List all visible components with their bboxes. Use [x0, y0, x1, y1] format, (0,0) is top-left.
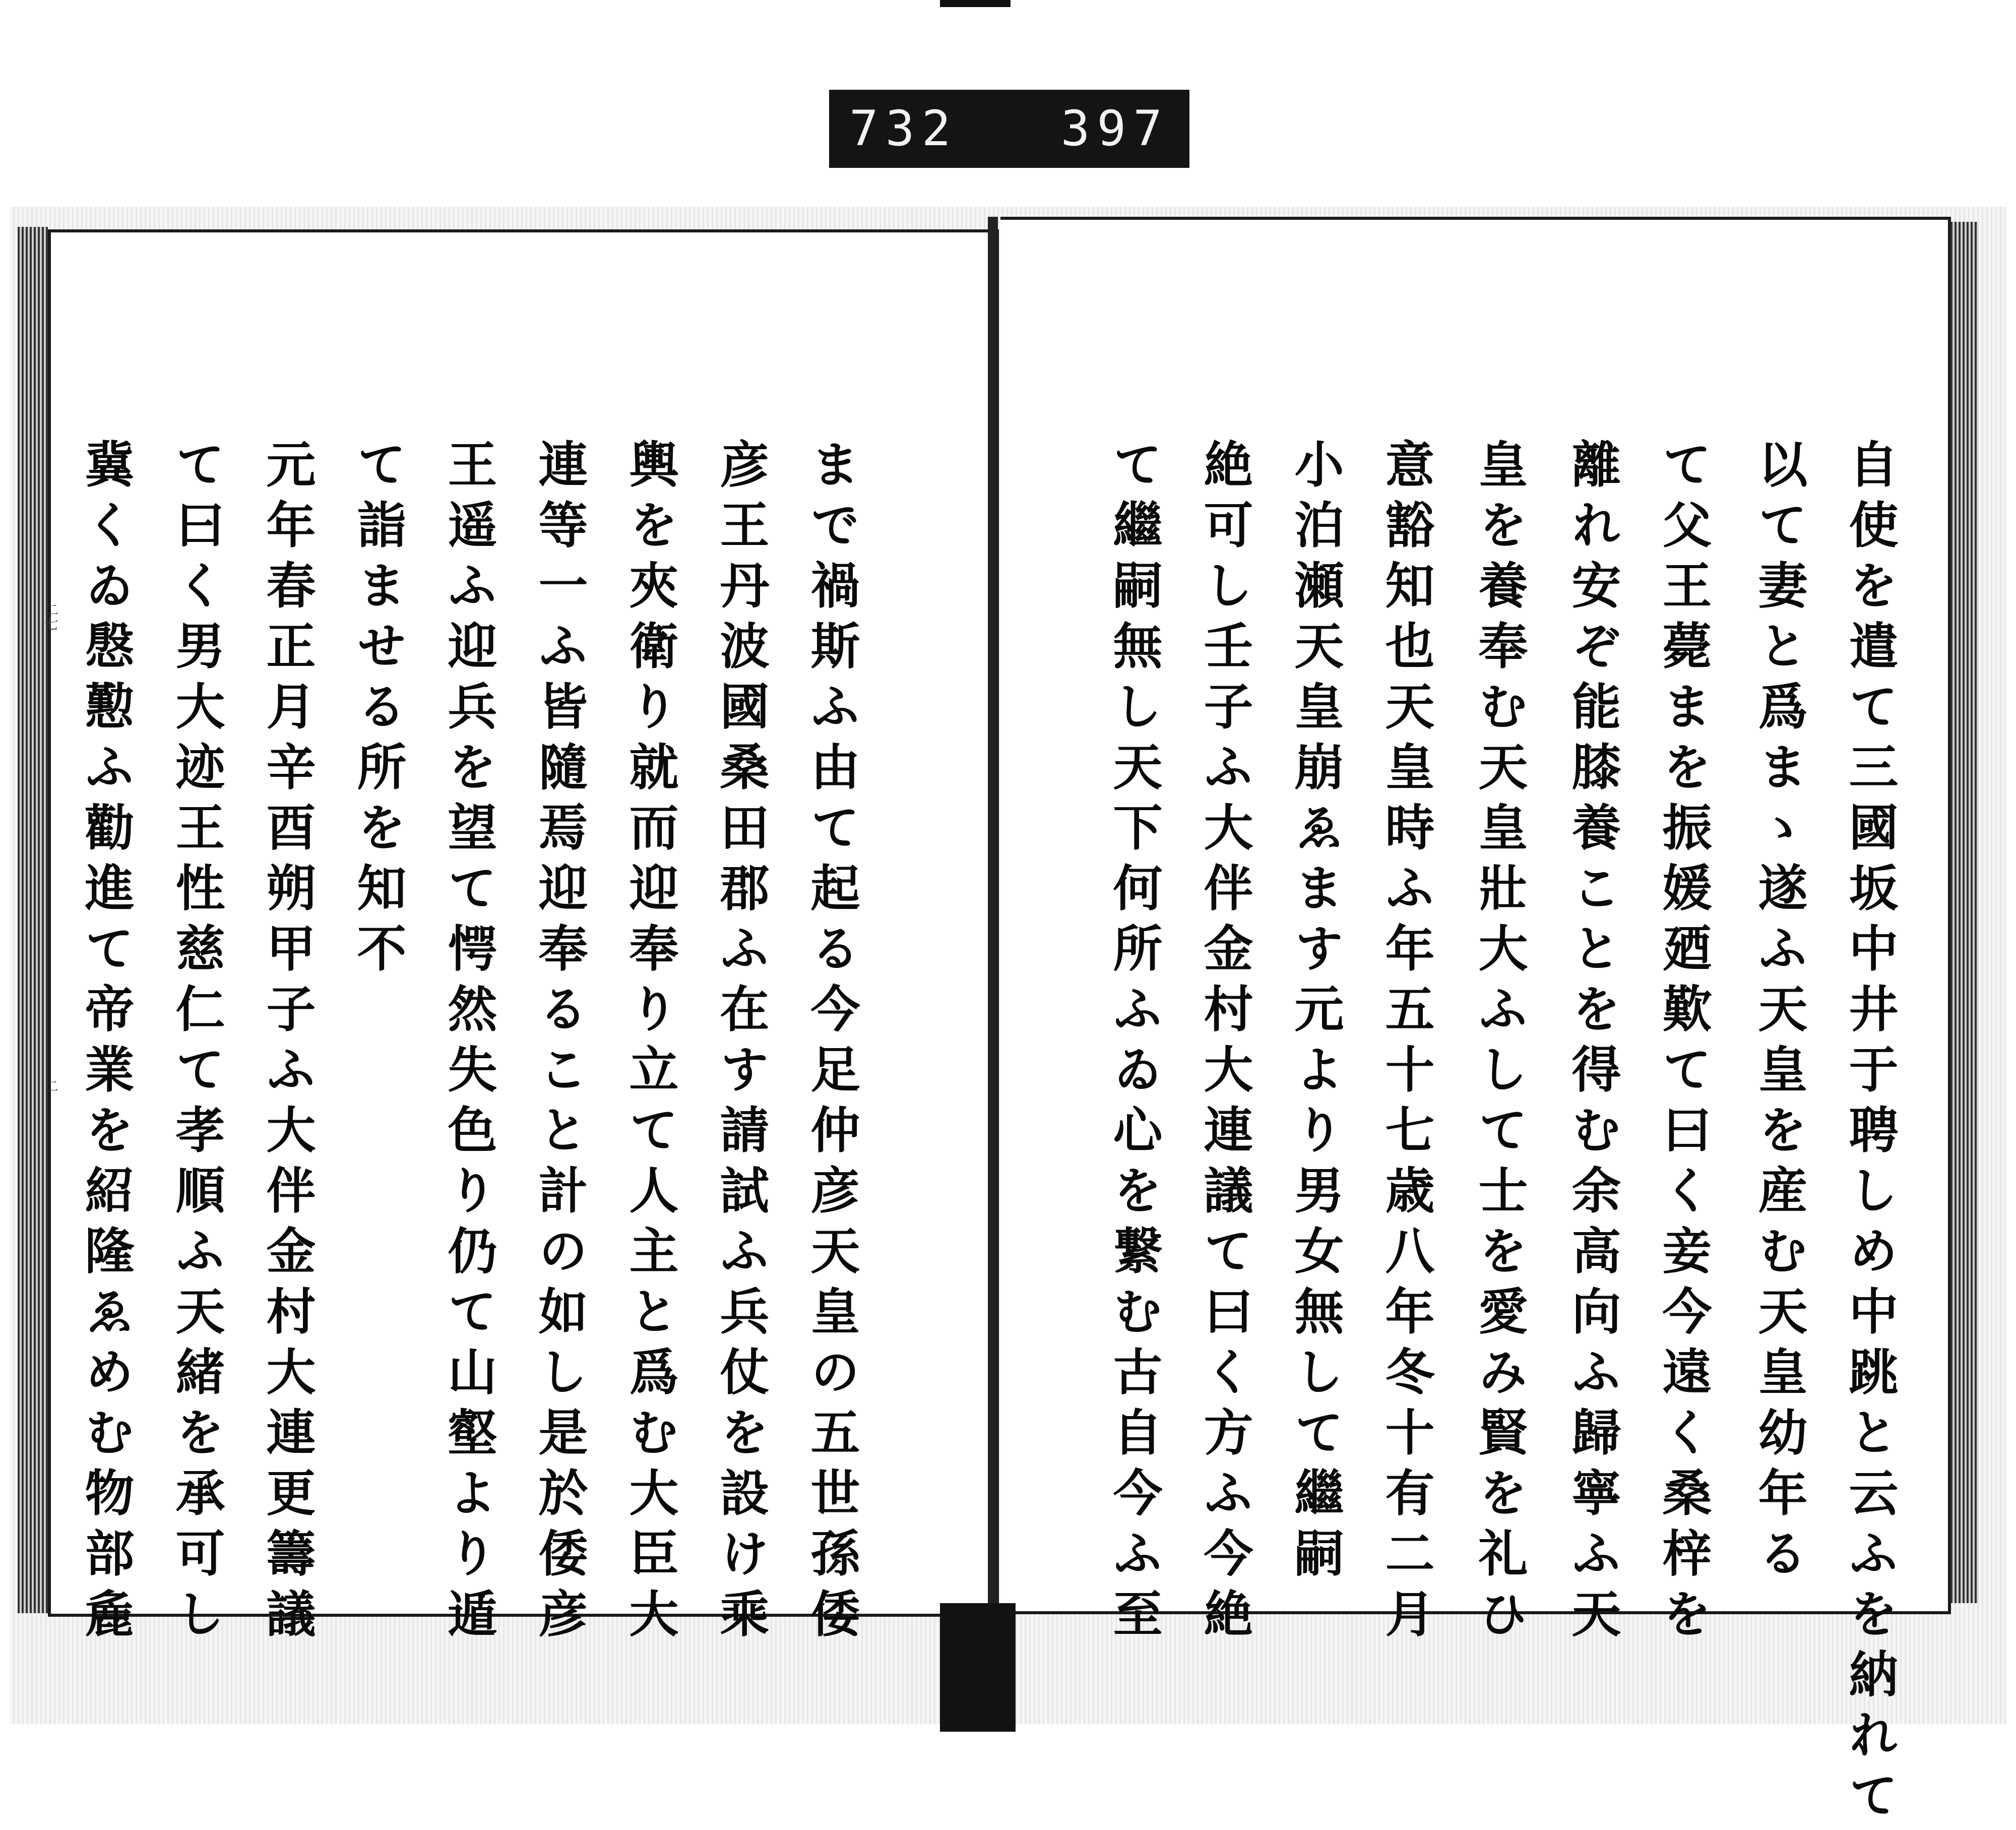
- right-page-stack: [1950, 222, 1978, 1603]
- book-spine: [988, 217, 998, 1623]
- right-text-column-8: 絶可し壬子ふ大伴金村大連議て曰く方ふ今絶: [1195, 439, 1253, 1649]
- accession-label: [829, 90, 1189, 168]
- left-text-column-1: まで禍斯ふ由て起る今足仲彦天皇の五世孫倭: [802, 439, 860, 1649]
- left-text-column-6: て詣ませる所を知不: [349, 439, 407, 983]
- margin-page-number: 二七: [42, 602, 59, 631]
- left-text-column-9: 冀くゐ慇懃ふ勸進て帝業を紹隆ゑめむ物部麁: [77, 439, 135, 1649]
- right-text-column-6: 意豁知也天皇時ふ年五十七歳八年冬十有二月: [1377, 439, 1435, 1649]
- right-text-column-9: て繼嗣無し天下何所ふゐ心を繋む古自今ふ至: [1105, 439, 1163, 1649]
- right-text-column-4: 離れ安ぞ能膝養ことを得む余高向ふ歸寧ふ天: [1563, 439, 1621, 1649]
- left-text-column-7: 元年春正月辛酉朔甲子ふ大伴金村大連更籌議: [258, 439, 316, 1649]
- right-text-column-2: 以て妻と爲まゝ遂ふ天皇を産む天皇幼年る: [1750, 439, 1808, 1588]
- left-text-column-8: て曰く男大迹王性慈仁て孝順ふ天緒を承可し: [167, 439, 225, 1649]
- left-text-column-5: 王遥ふ迎兵を望て愕然失色り仍て山壑より遁: [439, 439, 497, 1649]
- top-edge-mark: [940, 0, 1011, 7]
- bottom-spine-tab: [940, 1603, 1016, 1732]
- left-page-stack: [18, 227, 48, 1613]
- right-text-column-1: 自使を遣て三國坂中井于聘しめ中跳と云ふを納れて: [1841, 439, 1899, 1830]
- right-text-column-7: 小泊瀬天皇崩ゑます元より男女無して繼嗣: [1286, 439, 1344, 1588]
- margin-mark: 二: [42, 1079, 59, 1093]
- label-left-number: 732: [849, 100, 958, 157]
- left-text-column-4: 連等一ふ皆隨焉迎奉ること計の如し是於倭彦: [530, 439, 588, 1649]
- label-right-number: 397: [1060, 100, 1169, 157]
- left-text-column-2: 彦王丹波國桑田郡ふ在す請試ふ兵仗を設け乘: [712, 439, 770, 1649]
- left-text-column-3: 輿を夾衛り就而迎奉り立て人主と爲む大臣大: [621, 439, 679, 1649]
- right-text-column-5: 皇を養奉む天皇壯大ふして士を愛み賢を礼ひ: [1470, 439, 1528, 1649]
- right-text-column-3: て父王薨まを振媛廼歎て曰く妾今遠く桑梓を: [1654, 439, 1712, 1649]
